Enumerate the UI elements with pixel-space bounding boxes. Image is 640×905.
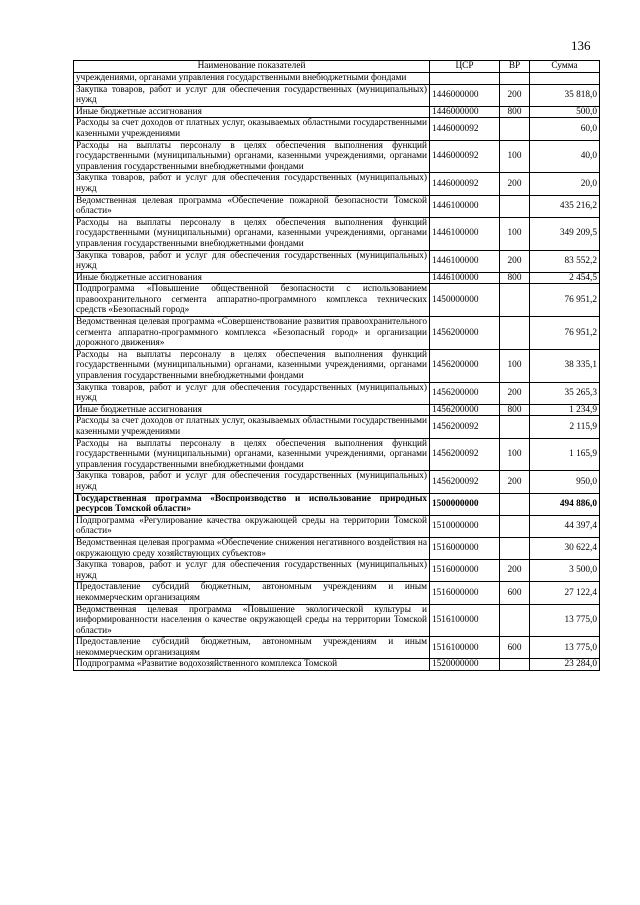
table-body xyxy=(74,73,600,671)
cell-code: 1510000000 xyxy=(430,515,500,537)
cell-vr: 200 xyxy=(500,250,530,272)
cell-sum: 83 552,2 xyxy=(530,250,600,272)
cell-name: Расходы на выплаты персоналу в целях обеспечения выполнения функций государственными (муниципальными) органами, казенными учреждениями, органами управления государственными внебюджетными фондами xyxy=(74,140,430,173)
cell-vr: 600 xyxy=(500,582,530,604)
cell-name: Подпрограмма «Повышение общественной безопасности с использованием правоохранительного сегмента аппаратно-программного комплекса технических средств «Безопасный город» xyxy=(74,284,430,317)
cell-sum: 35 265,3 xyxy=(530,382,600,404)
cell-vr xyxy=(500,118,530,140)
header-name: Наименование показателей xyxy=(74,61,430,73)
cell-code: 1446100000 xyxy=(430,195,500,217)
cell-code: 1446000000 xyxy=(430,84,500,106)
table-row xyxy=(74,416,600,438)
cell-code: 1516000000 xyxy=(430,560,500,582)
cell-code: 1516000000 xyxy=(430,537,500,559)
cell-vr: 200 xyxy=(500,560,530,582)
cell-name: Ведомственная целевая программа «Повышение экологической культуры и информированности населения о качестве окружающей среды на территории Томской области» xyxy=(74,604,430,637)
header-vr: ВР xyxy=(500,61,530,73)
table-row xyxy=(74,404,600,416)
cell-sum: 1 165,9 xyxy=(530,438,600,471)
cell-name: Государственная программа «Воспроизводство и использование природных ресурсов Томской области» xyxy=(74,493,430,515)
cell-vr: 200 xyxy=(500,471,530,493)
cell-name: Закупка товаров, работ и услуг для обеспечения государственных (муниципальных) нужд xyxy=(74,471,430,493)
table-row xyxy=(74,118,600,140)
cell-vr: 200 xyxy=(500,382,530,404)
cell-sum: 35 818,0 xyxy=(530,84,600,106)
cell-vr xyxy=(500,416,530,438)
cell-name: Предоставление субсидий бюджетным, автономным учреждениям и иным некоммерческим организациям xyxy=(74,582,430,604)
cell-code: 1446000000 xyxy=(430,106,500,118)
table-row xyxy=(74,637,600,659)
cell-code: 1446100000 xyxy=(430,217,500,250)
cell-vr xyxy=(500,604,530,637)
cell-sum: 349 209,5 xyxy=(530,217,600,250)
cell-name: Расходы за счет доходов от платных услуг, оказываемых областными государственными казенными учреждениями xyxy=(74,416,430,438)
table-header-row xyxy=(74,61,600,73)
cell-sum: 38 335,1 xyxy=(530,349,600,382)
cell-name: Ведомственная целевая программа «Совершенствование развития правоохранительного сегмента аппаратно-программного комплекса «Безопасный город» и организации дорожного движения» xyxy=(74,317,430,350)
cell-sum: 30 622,4 xyxy=(530,537,600,559)
cell-vr: 800 xyxy=(500,272,530,284)
header-sum: Сумма xyxy=(530,61,600,73)
cell-sum: 2 454,5 xyxy=(530,272,600,284)
cell-code: 1446100000 xyxy=(430,250,500,272)
table-row xyxy=(74,173,600,195)
table-row xyxy=(74,195,600,217)
cell-vr: 100 xyxy=(500,438,530,471)
cell-vr: 800 xyxy=(500,106,530,118)
table-row xyxy=(74,382,600,404)
cell-vr xyxy=(500,515,530,537)
cell-sum: 60,0 xyxy=(530,118,600,140)
cell-vr xyxy=(500,284,530,317)
cell-code: 1456200092 xyxy=(430,438,500,471)
cell-sum: 40,0 xyxy=(530,140,600,173)
cell-name: Ведомственная целевая программа «Обеспечение пожарной безопасности Томской области» xyxy=(74,195,430,217)
cell-sum: 76 951,2 xyxy=(530,317,600,350)
table-row xyxy=(74,349,600,382)
table-row xyxy=(74,140,600,173)
cell-name: Расходы на выплаты персоналу в целях обеспечения выполнения функций государственными (муниципальными) органами, казенными учреждениями, органами управления государственными внебюджетными фондами xyxy=(74,438,430,471)
cell-sum: 27 122,4 xyxy=(530,582,600,604)
cell-code: 1500000000 xyxy=(430,493,500,515)
cell-code xyxy=(430,73,500,85)
cell-sum: 44 397,4 xyxy=(530,515,600,537)
cell-vr: 800 xyxy=(500,404,530,416)
table-row xyxy=(74,471,600,493)
cell-vr xyxy=(500,195,530,217)
cell-code: 1516100000 xyxy=(430,604,500,637)
cell-vr: 100 xyxy=(500,217,530,250)
header-code: ЦСР xyxy=(430,61,500,73)
cell-code: 1516100000 xyxy=(430,637,500,659)
cell-vr: 200 xyxy=(500,173,530,195)
cell-sum: 435 216,2 xyxy=(530,195,600,217)
cell-vr xyxy=(500,317,530,350)
cell-code: 1520000000 xyxy=(430,659,500,671)
table-row xyxy=(74,317,600,350)
cell-name: Расходы за счет доходов от платных услуг, оказываемых областными государственными казенными учреждениями xyxy=(74,118,430,140)
cell-sum: 950,0 xyxy=(530,471,600,493)
cell-name: Закупка товаров, работ и услуг для обеспечения государственных (муниципальных) нужд xyxy=(74,173,430,195)
cell-name: Закупка товаров, работ и услуг для обеспечения государственных (муниципальных) нужд xyxy=(74,382,430,404)
cell-name: Предоставление субсидий бюджетным, автономным учреждениям и иным некоммерческим организациям xyxy=(74,637,430,659)
cell-code: 1456200092 xyxy=(430,416,500,438)
cell-sum: 20,0 xyxy=(530,173,600,195)
table-row xyxy=(74,438,600,471)
page-number: 136 xyxy=(571,38,591,53)
table-row xyxy=(74,73,600,85)
cell-vr: 100 xyxy=(500,349,530,382)
table-row xyxy=(74,537,600,559)
table-row xyxy=(74,493,600,515)
cell-name: Подпрограмма «Регулирование качества окружающей среды на территории Томской области» xyxy=(74,515,430,537)
cell-code: 1446000092 xyxy=(430,173,500,195)
table-row xyxy=(74,582,600,604)
cell-vr: 200 xyxy=(500,84,530,106)
cell-code: 1456200092 xyxy=(430,471,500,493)
cell-sum: 76 951,2 xyxy=(530,284,600,317)
cell-vr xyxy=(500,493,530,515)
table-row xyxy=(74,217,600,250)
cell-sum: 494 886,0 xyxy=(530,493,600,515)
cell-name: Закупка товаров, работ и услуг для обеспечения государственных (муниципальных) нужд xyxy=(74,250,430,272)
cell-code: 1456200000 xyxy=(430,382,500,404)
table-row xyxy=(74,84,600,106)
cell-code: 1456200000 xyxy=(430,317,500,350)
cell-name: Ведомственная целевая программа «Обеспечение снижения негативного воздействия на окружающую среду хозяйствующих субъектов» xyxy=(74,537,430,559)
cell-name: Иные бюджетные ассигнования xyxy=(74,106,430,118)
table-row xyxy=(74,106,600,118)
table-row xyxy=(74,250,600,272)
table-row xyxy=(74,560,600,582)
cell-sum: 23 284,0 xyxy=(530,659,600,671)
cell-sum: 13 775,0 xyxy=(530,637,600,659)
cell-name: Подпрограмма «Развитие водохозяйственного комплекса Томской xyxy=(74,659,430,671)
table-row xyxy=(74,284,600,317)
table-row xyxy=(74,515,600,537)
cell-code: 1446000092 xyxy=(430,140,500,173)
cell-name: Расходы на выплаты персоналу в целях обеспечения выполнения функций государственными (муниципальными) органами, казенными учреждениями, органами управления государственными внебюджетными фондами xyxy=(74,349,430,382)
cell-name: Расходы на выплаты персоналу в целях обеспечения выполнения функций государственными (муниципальными) органами, казенными учреждениями, органами управления государственными внебюджетными фондами xyxy=(74,217,430,250)
cell-sum: 1 234,9 xyxy=(530,404,600,416)
budget-table xyxy=(73,60,600,671)
cell-sum: 13 775,0 xyxy=(530,604,600,637)
cell-code: 1450000000 xyxy=(430,284,500,317)
cell-sum xyxy=(530,73,600,85)
cell-code: 1446000092 xyxy=(430,118,500,140)
cell-name: Иные бюджетные ассигнования xyxy=(74,404,430,416)
cell-name: Иные бюджетные ассигнования xyxy=(74,272,430,284)
cell-name: учреждениями, органами управления государственными внебюджетными фондами xyxy=(74,73,430,85)
cell-sum: 3 500,0 xyxy=(530,560,600,582)
cell-code: 1516000000 xyxy=(430,582,500,604)
cell-vr xyxy=(500,73,530,85)
cell-name: Закупка товаров, работ и услуг для обеспечения государственных (муниципальных) нужд xyxy=(74,560,430,582)
table-row xyxy=(74,604,600,637)
table-row xyxy=(74,659,600,671)
table-row xyxy=(74,272,600,284)
cell-vr xyxy=(500,659,530,671)
cell-sum: 500,0 xyxy=(530,106,600,118)
cell-sum: 2 115,9 xyxy=(530,416,600,438)
cell-vr: 600 xyxy=(500,637,530,659)
cell-vr xyxy=(500,537,530,559)
cell-name: Закупка товаров, работ и услуг для обеспечения государственных (муниципальных) нужд xyxy=(74,84,430,106)
cell-vr: 100 xyxy=(500,140,530,173)
cell-code: 1456200000 xyxy=(430,349,500,382)
cell-code: 1456200000 xyxy=(430,404,500,416)
cell-code: 1446100000 xyxy=(430,272,500,284)
